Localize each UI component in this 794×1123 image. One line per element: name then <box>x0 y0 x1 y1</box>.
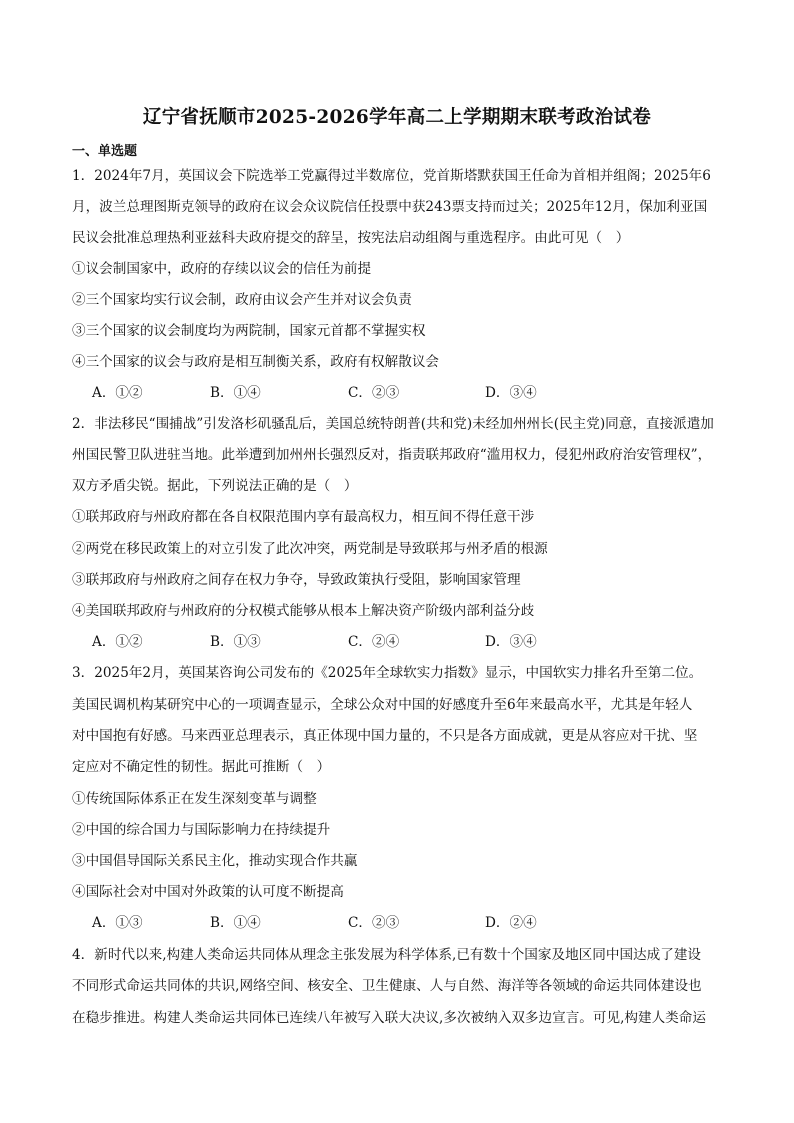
q3-statement: ②中国的综合国力与国际影响力在持续提升 <box>72 822 331 838</box>
q3-statement: ③中国倡导国际关系民主化，推动实现合作共赢 <box>72 853 358 869</box>
q2-option-d[interactable]: D．③④ <box>485 634 537 650</box>
q4-stem-line: 在稳步推进。构建人类命运共同体已连续八年被写入联大决议,多次被纳入双多边宣言。可见,构建人类命运 <box>72 1010 706 1026</box>
q3-option-c[interactable]: C．②③ <box>348 915 400 931</box>
q3-option-d[interactable]: D．②④ <box>485 915 537 931</box>
q1-statement: ④三个国家的议会与政府是相互制衡关系，政府有权解散议会 <box>72 354 440 370</box>
q2-stem-line: 州国民警卫队进驻当地。此举遭到加州州长强烈反对，指责联邦政府“滥用权力，侵犯州政府治安管理权”， <box>72 447 712 463</box>
q2-statement: ③联邦政府与州政府之间存在权力争夺，导致政策执行受阻，影响国家管理 <box>72 572 521 588</box>
q1-option-d[interactable]: D．③④ <box>485 385 537 401</box>
q3-stem-line: 美国民调机构某研究中心的一项调查显示，全球公众对中国的好感度升至6年来最高水平，尤其是年轻人 <box>72 697 693 713</box>
q1-stem-line: 民议会批准总理热利亚兹科夫政府提交的辞呈，按宪法启动组阁与重选程序。由此可见（ ） <box>72 230 630 246</box>
q2-stem-line: 2．非法移民“围捕战”引发洛杉矶骚乱后，美国总统特朗普(共和党)未经加州州长(民主党)同意，直接派遣加 <box>72 416 714 432</box>
q2-statement: ④美国联邦政府与州政府的分权模式能够从根本上解决资产阶级内部利益分歧 <box>72 603 535 619</box>
q1-option-a[interactable]: A．①② <box>92 385 143 401</box>
q3-stem-line: 定应对不确定性的韧性。据此可推断（ ） <box>72 759 331 775</box>
q3-stem-line: 对中国抱有好感。马来西亚总理表示，真正体现中国力量的，不只是各方面成就，更是从容应对干扰、坚 <box>72 728 698 744</box>
q1-statement: ②三个国家均实行议会制，政府由议会产生并对议会负责 <box>72 292 412 308</box>
q3-option-b[interactable]: B．①④ <box>210 915 261 931</box>
q1-stem-line: 月，波兰总理图斯克领导的政府在议会众议院信任投票中获243票支持而过关；2025年12月，保加利亚国 <box>72 199 708 215</box>
q1-option-c[interactable]: C．②③ <box>348 385 400 401</box>
q4-stem-line: 不同形式命运共同体的共识,网络空间、核安全、卫生健康、人与自然、海洋等各领域的命运共同体建设也 <box>72 978 702 994</box>
q2-statement: ②两党在移民政策上的对立引发了此次冲突，两党制是导致联邦与州矛盾的根源 <box>72 541 548 557</box>
q1-stem-line: 1．2024年7月，英国议会下院选举工党赢得过半数席位，党首斯塔默获国王任命为首相并组阁；2025年6 <box>72 168 711 184</box>
exam-title: 辽宁省抚顺市2025-2026学年高二上学期期末联考政治试卷 <box>142 107 652 128</box>
section-heading: 一、单选题 <box>72 144 138 159</box>
q1-option-b[interactable]: B．①④ <box>210 385 261 401</box>
q3-option-a[interactable]: A．①③ <box>92 915 143 931</box>
q3-statement: ①传统国际体系正在发生深刻变革与调整 <box>72 791 317 807</box>
q2-option-a[interactable]: A．①② <box>92 634 143 650</box>
q2-option-b[interactable]: B．①③ <box>210 634 261 650</box>
q2-option-c[interactable]: C．②④ <box>348 634 400 650</box>
q2-statement: ①联邦政府与州政府都在各自权限范围内享有最高权力，相互间不得任意干涉 <box>72 509 535 525</box>
q3-stem-line: 3．2025年2月，英国某咨询公司发布的《2025年全球软实力指数》显示，中国软实力排名升至第二位。 <box>72 665 703 681</box>
q1-statement: ③三个国家的议会制度均为两院制，国家元首都不掌握实权 <box>72 323 426 339</box>
q4-stem-line: 4．新时代以来,构建人类命运共同体从理念主张发展为科学体系,已有数十个国家及地区同中国达成了建设 <box>72 947 702 963</box>
q3-statement: ④国际社会对中国对外政策的认可度不断提高 <box>72 884 344 900</box>
q1-statement: ①议会制国家中，政府的存续以议会的信任为前提 <box>72 261 372 277</box>
q2-stem-line: 双方矛盾尖锐。据此，下列说法正确的是（ ） <box>72 478 358 494</box>
